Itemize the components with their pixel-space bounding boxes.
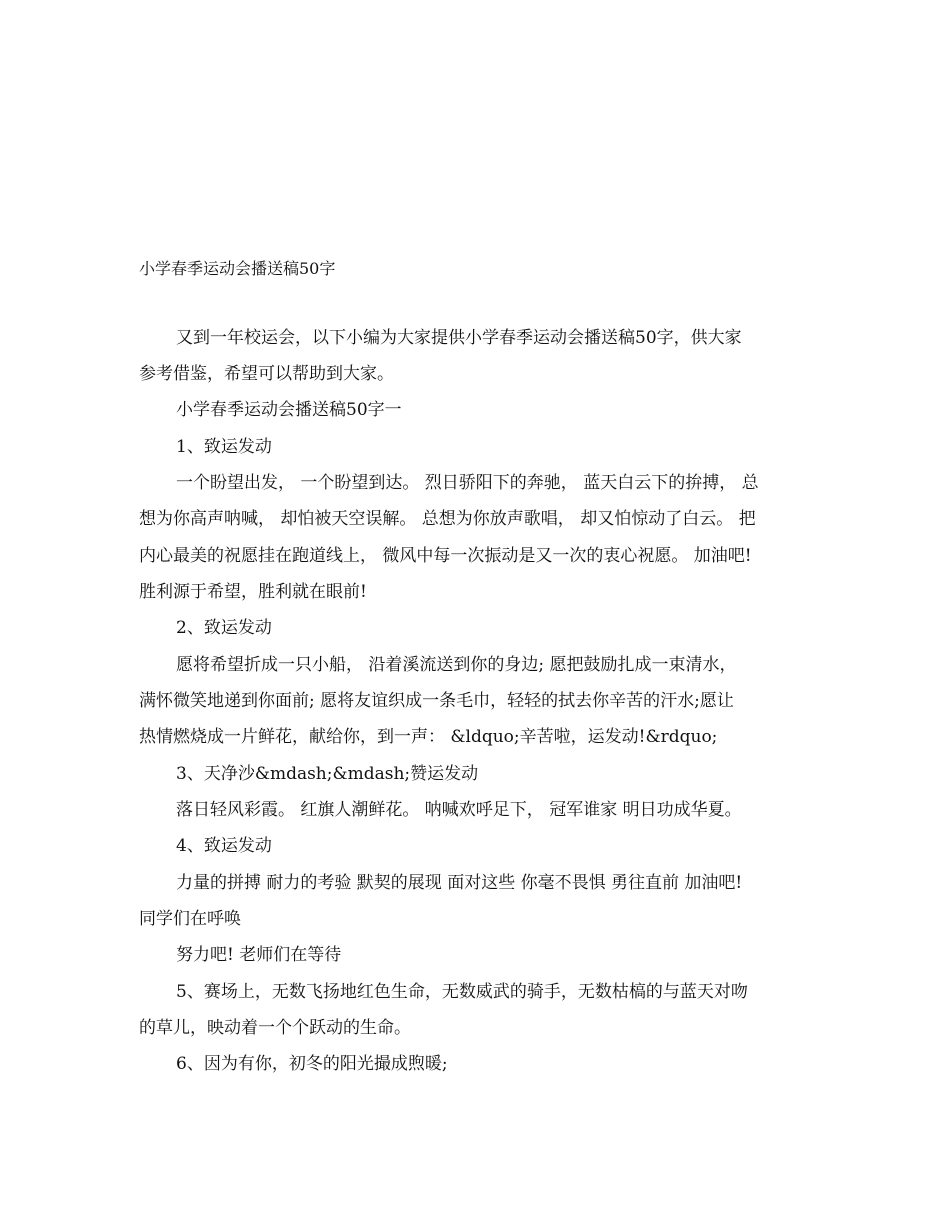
document-title: 小学春季运动会播送稿50字 xyxy=(139,259,336,278)
intro-line-1: 又到一年校运会，以下小编为大家提供小学春季运动会播送稿50字，供大家 xyxy=(176,328,742,348)
paragraph-line: 力量的拼搏 耐力的考验 默契的展现 面对这些 你毫不畏惧 勇往直前 加油吧! xyxy=(176,873,743,893)
paragraph-line: 同学们在呼唤 xyxy=(139,909,241,929)
paragraph-line: 愿将希望折成一只小船， 沿着溪流送到你的身边; 愿把鼓励扎成一束清水， xyxy=(176,655,737,675)
item-5-line-1: 5、赛场上，无数飞扬地红色生命，无数威武的骑手，无数枯槁的与蓝天对吻 xyxy=(176,982,748,1002)
paragraph-line: 一个盼望出发， 一个盼望到达。 烈日骄阳下的奔驰， 蓝天白云下的拚搏， 总 xyxy=(176,473,759,493)
item-heading-3: 3、天净沙&mdash;&mdash;赞运发动 xyxy=(176,764,479,784)
item-6-line-1: 6、因为有你，初冬的阳光撮成煦暖; xyxy=(176,1054,448,1074)
intro-line-2: 参考借鉴，希望可以帮助到大家。 xyxy=(139,364,394,384)
section-heading: 小学春季运动会播送稿50字一 xyxy=(176,400,402,420)
paragraph-line: 热情燃烧成一片鲜花，献给你，到一声： &ldquo;辛苦啦，运发动!&rdquo; xyxy=(139,727,718,747)
paragraph-line: 胜利源于希望，胜利就在眼前! xyxy=(139,582,367,602)
item-heading-1: 1、致运发动 xyxy=(176,437,272,457)
item-heading-4: 4、致运发动 xyxy=(176,836,272,856)
paragraph-line: 内心最美的祝愿挂在跑道线上， 微风中每一次振动是又一次的衷心祝愿。 加油吧! xyxy=(139,546,752,566)
paragraph-line: 落日轻风彩霞。 红旗人潮鲜花。 呐喊欢呼足下， 冠军谁家 明日功成华夏。 xyxy=(176,800,742,820)
paragraph-line: 满怀微笑地递到你面前; 愿将友谊织成一条毛巾，轻轻的拭去你辛苦的汗水;愿让 xyxy=(139,691,734,711)
item-5-line-2: 的草儿，映动着一个个跃动的生命。 xyxy=(139,1018,411,1038)
paragraph-line: 想为你高声呐喊， 却怕被天空误解。 总想为你放声歌唱， 却又怕惊动了白云。 把 xyxy=(139,509,756,529)
item-heading-2: 2、致运发动 xyxy=(176,618,272,638)
paragraph-line: 努力吧! 老师们在等待 xyxy=(176,945,342,965)
